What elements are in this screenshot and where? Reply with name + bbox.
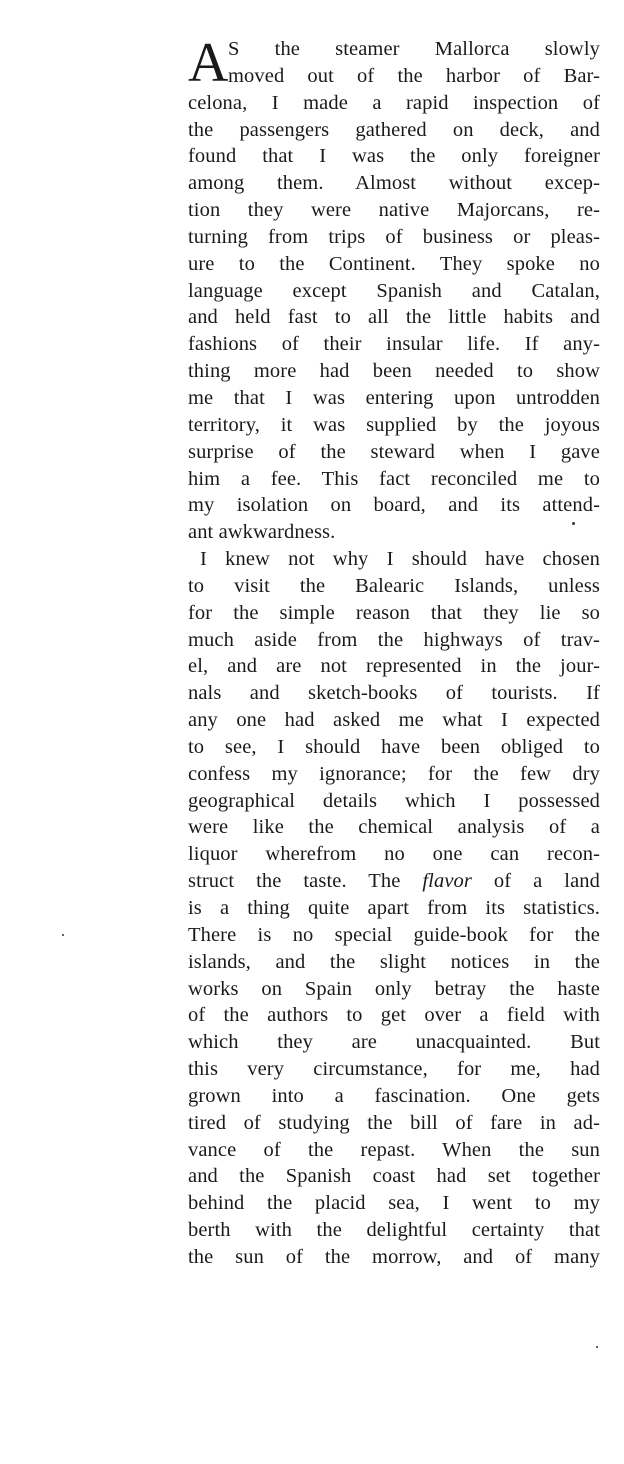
text-line: me that I was entering upon untrodden: [188, 386, 600, 409]
paragraph-2: [188, 546, 600, 1271]
text-segment: of a land: [471, 870, 600, 893]
text-line: much aside from the highways of trav-: [188, 628, 600, 651]
text-line: I knew not why I should have chosen: [200, 548, 600, 571]
text-line: celona, I made a rapid inspection of: [188, 91, 600, 114]
text-line: surprise of the steward when I gave: [188, 440, 600, 463]
text-line: turning from trips of business or pleas-: [188, 225, 600, 248]
text-line: nals and sketch-books of tourists. If: [188, 682, 600, 705]
text-line: this very circumstance, for me, had: [188, 1058, 600, 1081]
text-line: to see, I should have been obliged to: [188, 735, 600, 758]
text-line: berth with the delightful certainty that: [188, 1219, 600, 1242]
text-line: ant awkwardness.: [188, 521, 336, 544]
italic-word: flavor: [422, 870, 472, 893]
text-segment: struct the taste. The: [188, 870, 423, 893]
text-line-with-italic: [188, 868, 600, 895]
text-line: There is no special guide-book for the: [188, 923, 600, 946]
text-line: my isolation on board, and its attend-: [188, 494, 600, 517]
text-line: behind the placid sea, I went to my: [188, 1192, 600, 1215]
text-line: the passengers gathered on deck, and: [188, 118, 600, 141]
text-line: which they are unacquainted. But: [188, 1031, 600, 1054]
text-line: grown into a fascination. One gets: [188, 1084, 600, 1107]
text-line: S the steamer Mallorca slowly: [228, 38, 600, 60]
ink-speck: [596, 1346, 598, 1348]
text-line: and the Spanish coast had set together: [188, 1165, 600, 1188]
text-line: to visit the Balearic Islands, unless: [188, 574, 600, 597]
text-line: tired of studying the bill of fare in ad-: [188, 1111, 600, 1134]
text-line: found that I was the only foreigner: [188, 145, 600, 168]
drop-cap: A: [188, 32, 229, 94]
text-line: the sun of the morrow, and of many: [188, 1245, 600, 1268]
text-line: el, and are not represented in the jour-: [188, 655, 600, 678]
text-line: and held fast to all the little habits and: [188, 306, 600, 329]
text-line: him a fee. This fact reconciled me to: [188, 467, 600, 490]
text-line: for the simple reason that they lie so: [188, 601, 600, 624]
text-line: thing more had been needed to show: [188, 360, 600, 383]
paragraph-1: [188, 32, 600, 546]
text-line: territory, it was supplied by the joyous: [188, 413, 600, 436]
text-line: vance of the repast. When the sun: [188, 1138, 600, 1161]
text-line: moved out of the harbor of Bar-: [228, 64, 600, 87]
text-line: liquor wherefrom no one can recon-: [188, 843, 600, 866]
text-line: confess my ignorance; for the few dry: [188, 762, 600, 785]
text-line: were like the chemical analysis of a: [188, 816, 600, 839]
text-line: geographical details which I possessed: [188, 789, 600, 812]
text-line: of the authors to get over a field with: [188, 1004, 600, 1027]
text-line: is a thing quite apart from its statistics.: [188, 897, 600, 919]
text-line: fashions of their insular life. If any-: [188, 333, 600, 356]
text-line: islands, and the slight notices in the: [188, 950, 600, 973]
text-line: works on Spain only betray the haste: [188, 977, 600, 1000]
text-line: among them. Almost without excep-: [188, 172, 600, 195]
ink-speck: [62, 934, 64, 936]
text-line: any one had asked me what I expected: [188, 709, 600, 732]
ink-speck: [572, 522, 575, 525]
text-column: [188, 32, 600, 1271]
text-line: ure to the Continent. They spoke no: [188, 252, 600, 275]
text-line: language except Spanish and Catalan,: [188, 279, 600, 302]
text-line: tion they were native Majorcans, re-: [188, 199, 600, 222]
